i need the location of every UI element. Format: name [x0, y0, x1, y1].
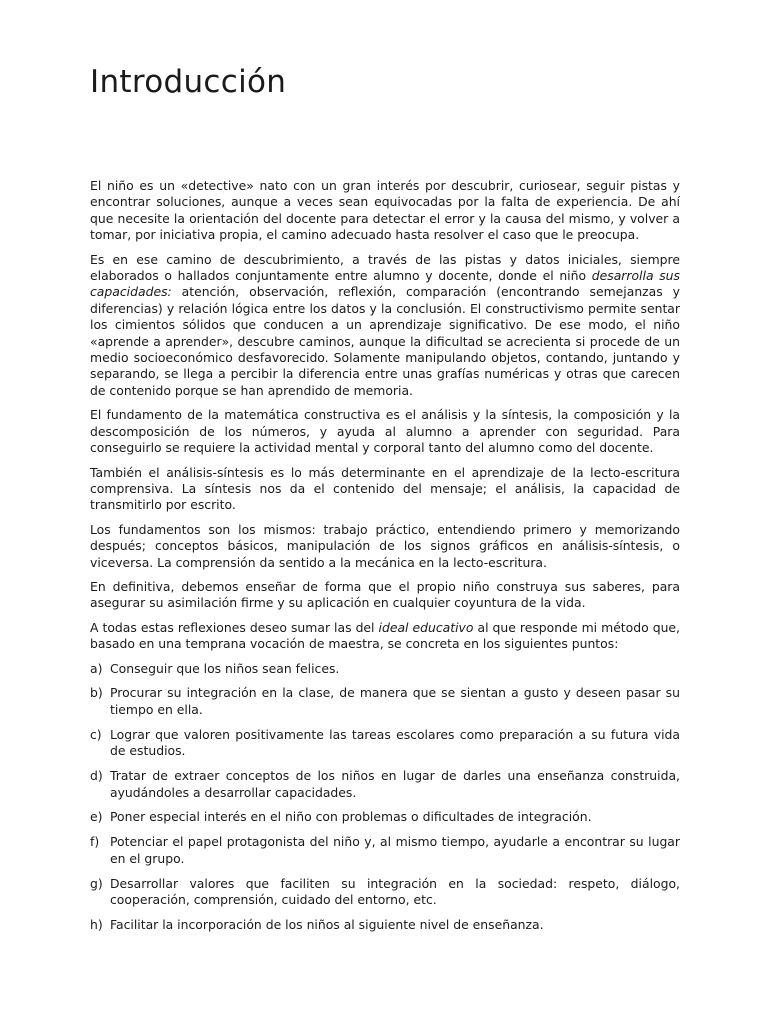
list-marker: e): [90, 809, 103, 825]
paragraph-4: También el análisis-síntesis es lo más determinante en el aprendizaje de la lecto-escritura comprensiva. La síntesis nos da el contenido del mensaje; el análisis, la capacidad de transmitirlo por escrito.: [90, 464, 680, 513]
emphasis-text: desarrolla sus capacidades:: [90, 268, 680, 300]
list-item-text: Potenciar el papel protagonista del niño y, al mismo tiempo, ayudarle a encontrar su lugar en el grupo.: [110, 834, 680, 866]
page-title: Introducción: [90, 64, 287, 100]
emphasis-text: ideal educativo: [378, 619, 474, 635]
list-marker: c): [90, 726, 102, 742]
list-item: [90, 661, 680, 677]
paragraph-7: A todas estas reflexiones deseo sumar las del ideal educativo al que responde mi método que, basado en una temprana vocación de maestra, se concreta en los siguientes puntos:: [90, 619, 680, 652]
list-item-text: Conseguir que los niños sean felices.: [110, 660, 340, 676]
paragraph-2: Es en ese camino de descubrimiento, a través de las pistas y datos iniciales, siempre elaborados o hallados conjuntamente entre alumno y docente, donde el niño desarrolla sus capacidades: atención, observación, reflexión, comparación (encontrando semejanzas y diferencias) y relación lógica entre los datos y la conclusión. El constructivismo permite sentar los cimientos sólidos que conducen a un aprendizaje significativo. De ese modo, el niño «aprende a aprender», descubre caminos, aunque la dificultad se acrecienta si procede de un medio socioeconómico desfavorecido. Solamente manipulando objetos, contando, juntando y separando, se llega a percibir la diferencia entre unas grafías numéricas y otras que carecen de contenido porque se han aprendido de memoria.: [90, 251, 680, 398]
paragraph-3: El fundamento de la matemática constructiva es el análisis y la síntesis, la composición y la descomposición de los números, y ayuda al alumno a aprender con seguridad. Para conseguirlo se requiere la actividad mental y corporal tanto del alumno como del docente.: [90, 407, 680, 456]
list-item-text: Procurar su integración en la clase, de manera que se sientan a gusto y deseen pasar su tiempo en ella.: [110, 685, 680, 717]
paragraph-6: En definitiva, debemos enseñar de forma que el propio niño construya sus saberes, para asegurar su asimilación firme y su aplicación en cualquier coyuntura de la vida.: [90, 578, 680, 611]
list-marker: a): [90, 660, 103, 676]
list-item: [90, 685, 680, 718]
list-item: [90, 727, 680, 760]
paragraph-5: Los fundamentos son los mismos: trabajo práctico, entendiendo primero y memorizando después; conceptos básicos, manipulación de los signos gráficos en análisis-síntesis, o viceversa. La comprensión da sentido a la mecánica en la lecto-escritura.: [90, 521, 680, 570]
list-item: [90, 768, 680, 801]
list-item-text: Poner especial interés en el niño con problemas o dificultades de integración.: [110, 809, 592, 825]
list-marker: d): [90, 768, 103, 784]
list-item: [90, 917, 680, 933]
list-item-text: Lograr que valoren positivamente las tareas escolares como preparación a su futura vida de estudios.: [110, 726, 680, 759]
list-item: [90, 809, 680, 825]
list-marker: g): [90, 875, 103, 891]
list-item-text: Tratar de extraer conceptos de los niños en lugar de darles una enseñanza construida, ayudándoles a desarrollar capacidades.: [110, 768, 680, 800]
list-item: [90, 834, 680, 867]
list-item: [90, 876, 680, 909]
list-marker: b): [90, 685, 103, 701]
list-marker: f): [90, 834, 100, 850]
paragraph-1: El niño es un «detective» nato con un gran interés por descubrir, curiosear, seguir pistas y encontrar soluciones, aunque a veces sean equivocadas por la falta de experiencia. De ahí que necesite la orientación del docente para detectar el error y la causa del mismo, y volver a tomar, por iniciativa propia, el camino adecuado hasta resolver el caso que le preocupa.: [90, 178, 680, 243]
body-text: [90, 178, 680, 933]
list-item-text: Facilitar la incorporación de los niños al siguiente nivel de enseñanza.: [110, 916, 544, 932]
list-item-text: Desarrollar valores que faciliten su integración en la sociedad: respeto, diálogo, cooperación, comprensión, cuidado del entorno, etc.: [110, 875, 680, 908]
points-list: [90, 661, 680, 934]
list-marker: h): [90, 916, 103, 932]
